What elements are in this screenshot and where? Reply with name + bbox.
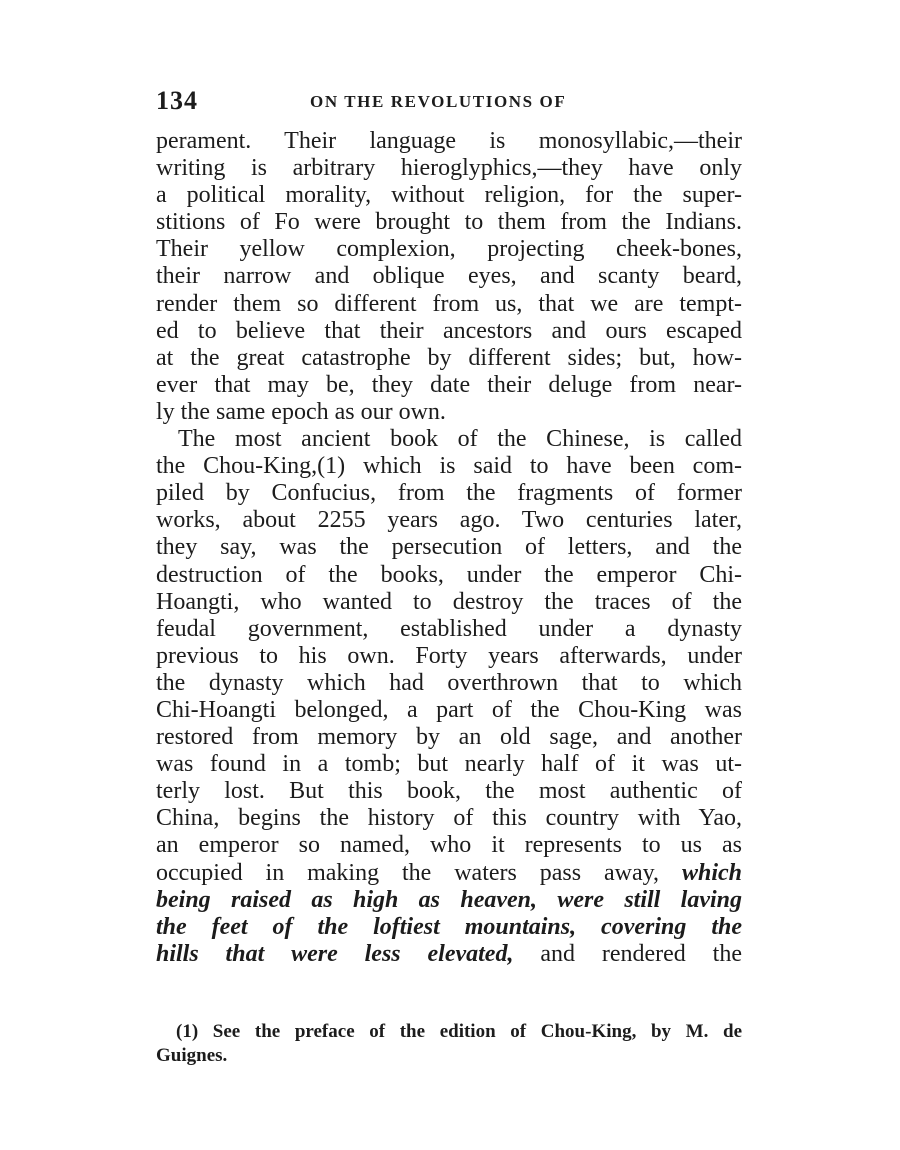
running-head [156,86,746,120]
italic-text: the feet of the loftiest mountains, covering the [156,913,742,940]
text-line: was found in a tomb; but nearly half of it was ut- [156,751,742,778]
text-line-italic [156,914,742,941]
italic-text: hills that were less elevated, [156,940,514,967]
text-line-mixed [156,941,742,968]
text-line: Their yellow complexion, projecting cheek-bones, [156,236,742,263]
roman-text: and rendered the [540,940,742,967]
text-line: ly the same epoch as our own. [156,398,446,425]
roman-text: occupied in making the waters pass away, [156,859,660,886]
text-line: works, about 2255 years ago. Two centuries later, [156,507,742,534]
text-line: China, begins the history of this country with Yao, [156,805,742,832]
page-number: 134 [156,86,198,115]
text-line-italic [156,887,742,914]
text-line: the dynasty which had overthrown that to which [156,669,742,696]
text-line: they say, was the persecution of letters, and the [156,534,742,561]
text-line: piled by Confucius, from the fragments of former [156,480,742,507]
text-line: a political morality, without religion, for the super- [156,182,742,209]
body-text [156,128,742,968]
text-line: perament. Their language is monosyllabic,—their [156,128,742,154]
text-line: Chi-Hoangti belonged, a part of the Chou-King was [156,696,742,723]
text-line: stitions of Fo were brought to them from the Indians. [156,209,742,236]
text-line: writing is arbitrary hieroglyphics,—they have only [156,155,742,182]
text-line-mixed [156,860,742,887]
paragraph-start-line: The most ancient book of the Chinese, is called [178,426,742,453]
text-line: Hoangti, who wanted to destroy the traces of the [156,588,742,615]
text-line: at the great catastrophe by different sides; but, how- [156,344,742,371]
text-line: previous to his own. Forty years afterwards, under [156,642,742,669]
text-line: render them so different from us, that we are tempt- [156,290,742,317]
footnote-line: (1) See the preface of the edition of Chou-King, by M. de [176,1021,742,1042]
text-line: feudal government, established under a dynasty [156,615,742,642]
text-line: ever that may be, they date their deluge from near- [156,371,742,398]
footnote-line: Guignes. [156,1045,228,1066]
text-line: restored from memory by an old sage, and another [156,724,742,751]
italic-text: being raised as high as heaven, were still laving [156,886,742,913]
footnote [156,1020,742,1068]
running-title: ON THE REVOLUTIONS OF [310,92,567,111]
text-line: destruction of the books, under the emperor Chi- [156,561,742,588]
text-line: an emperor so named, who it represents to us as [156,832,742,859]
text-line: terly lost. But this book, the most authentic of [156,778,742,805]
text-line: their narrow and oblique eyes, and scanty beard, [156,263,742,290]
italic-text: which [681,859,742,886]
text-line: ed to believe that their ancestors and ours escaped [156,317,742,344]
text-line: the Chou-King,(1) which is said to have been com- [156,453,742,480]
